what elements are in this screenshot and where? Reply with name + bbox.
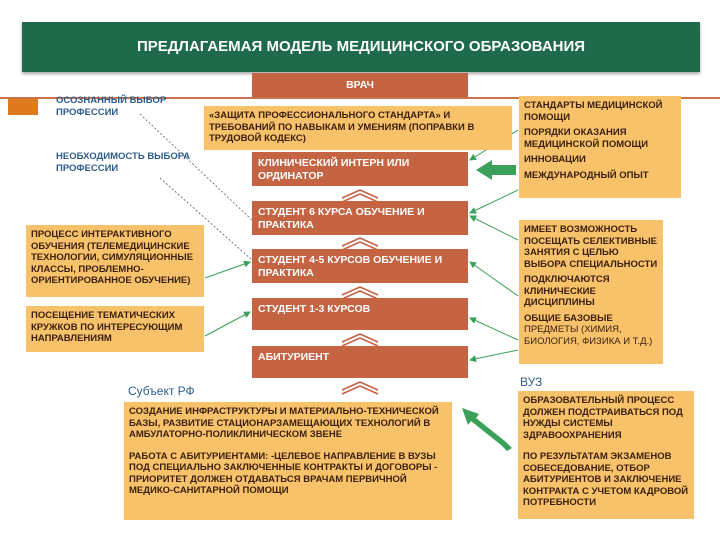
interactive-learning-box: ПРОЦЕСС ИНТЕРАКТИВНОГО ОБУЧЕНИЯ (ТЕЛЕМЕДИЦИНСКИЕ ТЕХНОЛОГИИ, СИМУЛЯЦИОННЫЕ КЛАССЫ, ПРОБЛЕМНО-ОРИЕНТИРОВАННОЕ ОБУЧЕНИЕ) (26, 225, 204, 297)
big-arrow-vuz (462, 408, 512, 451)
stage-student-6: СТУДЕНТ 6 КУРСА ОБУЧЕНИЕ И ПРАКТИКА (252, 201, 468, 235)
vuz-box (518, 391, 694, 519)
stage-applicant: АБИТУРИЕНТ (252, 346, 468, 378)
stage-student-4-5: СТУДЕНТ 4-5 КУРСОВ ОБУЧЕНИЕ И ПРАКТИКА (252, 249, 468, 283)
necessity-choice-label: НЕОБХОДИМОСТЬ ВЫБОРА ПРОФЕССИИ (56, 151, 191, 174)
arrow-right-to-center (470, 190, 518, 213)
conscious-choice-label: ОСОЗНАННЫЙ ВЫБОР ПРОФЕССИИ (56, 95, 167, 118)
stage-intern: КЛИНИЧЕСКИЙ ИНТЕРН ИЛИ ОРДИНАТОР (252, 152, 468, 186)
international-experience-item: МЕЖДУНАРОДНЫЙ ОПЫТ (524, 169, 649, 181)
basic-subjects-body: ПРЕДМЕТЫ (ХИМИЯ, БИОЛОГИЯ, ФИЗИКА И Т.Д.) (524, 324, 653, 347)
vuz-label: ВУЗ (520, 375, 543, 389)
arrow-left-to-center (205, 262, 250, 278)
selective-classes-item: ИМЕЕТ ВОЗМОЖНОСТЬ ПОСЕЩАТЬ СЕЛЕКТИВНЫЕ ЗАНЯТИЯ С ЦЕЛЬЮ ВЫБОРА СПЕЦИАЛЬНОСТИ (524, 224, 658, 270)
infrastructure-item: СОЗДАНИЕ ИНФРАСТРУКТУРЫ И МАТЕРИАЛЬНО-ТЕХНИЧЕСКОЙ БАЗЫ, РАЗВИТИЕ СТАЦИОНАРЗАМЕЩАЮЩИХ ТЕХНОЛОГИЙ В АМБУЛАТОРНО-ПОЛИКЛИНИЧЕСКОМ ЗВЕНЕ (129, 406, 439, 440)
arrow-right-to-center (470, 318, 518, 340)
stage-student-1-3: СТУДЕНТ 1-3 КУРСОВ (252, 298, 468, 330)
arrow-right-to-center (470, 262, 518, 296)
applicants-work-item: РАБОТА С АБИТУРИЕНТАМИ: -ЦЕЛЕВОЕ НАПРАВЛЕНИЕ В ВУЗЫ ПОД СПЕЦИАЛЬНО ЗАКЛЮЧЕННЫЕ КОНТРАКТЫ И ДОГОВОРЫ - ПРИОРИТЕТ ДОЛЖЕН ОТДАВАТЬСЯ ВРАЧАМ ПЕРВИЧНОЙ МЕДИКО-САНИТАРНОЙ ПОМОЩИ (129, 450, 438, 496)
professional-standard-note: «ЗАЩИТА ПРОФЕССИОНАЛЬНОГО СТАНДАРТА» И ТРЕБОВАНИЙ ПО НАВЫКАМ И УМЕНИЯМ (ПОПРАВКИ В ТРУДОВОЙ КОДЕКС) (204, 106, 512, 150)
innovations-item: ИННОВАЦИИ (524, 154, 586, 165)
big-arrow-to-intern (476, 160, 516, 180)
page-title: ПРЕДЛАГАЕМАЯ МОДЕЛЬ МЕДИЦИНСКОГО ОБРАЗОВАНИЯ (22, 22, 700, 72)
educational-process-item: ОБРАЗОВАТЕЛЬНЫЙ ПРОЦЕСС ДОЛЖЕН ПОДСТРАИВАТЬСЯ ПОД НУЖДЫ СИСТЕМЫ ЗДРАВООХРАНЕНИЯ (523, 395, 683, 441)
arrow-left-to-center (205, 312, 250, 336)
arrow-right-to-center (470, 216, 518, 240)
subject-rf-label: Субъект РФ (128, 384, 195, 398)
stage-doctor: ВРАЧ (252, 73, 468, 97)
standards-item: СТАНДАРТЫ МЕДИЦИНСКОЙ ПОМОЩИ (524, 100, 663, 123)
subject-rf-box (124, 402, 452, 520)
arrow-right-to-center (470, 350, 518, 360)
student-options-box (519, 220, 663, 364)
applicant-selection-item: ПО РЕЗУЛЬТАТАМ ЭКЗАМЕНОВ СОБЕСЕДОВАНИЕ, ОТБОР АБИТУРИЕНТОВ И ЗАКЛЮЧЕНИЕ КОНТРАКТА С УЧЕТОМ КАДРОВОЙ ПОТРЕБНОСТИ (523, 451, 689, 508)
standards-box (519, 96, 681, 198)
thematic-circles-box: ПОСЕЩЕНИЕ ТЕМАТИЧЕСКИХ КРУЖКОВ ПО ИНТЕРЕСУЮЩИМ НАПРАВЛЕНИЯМ (26, 306, 204, 352)
basic-subjects-head: ОБЩИЕ БАЗОВЫЕ (524, 312, 613, 324)
clinical-disciplines-item: ПОДКЛЮЧАЮТСЯ КЛИНИЧЕСКИЕ ДИСЦИПЛИНЫ (524, 274, 610, 308)
procedures-item: ПОРЯДКИ ОКАЗАНИЯ МЕДИЦИНСКОЙ ПОМОЩИ (524, 127, 649, 150)
